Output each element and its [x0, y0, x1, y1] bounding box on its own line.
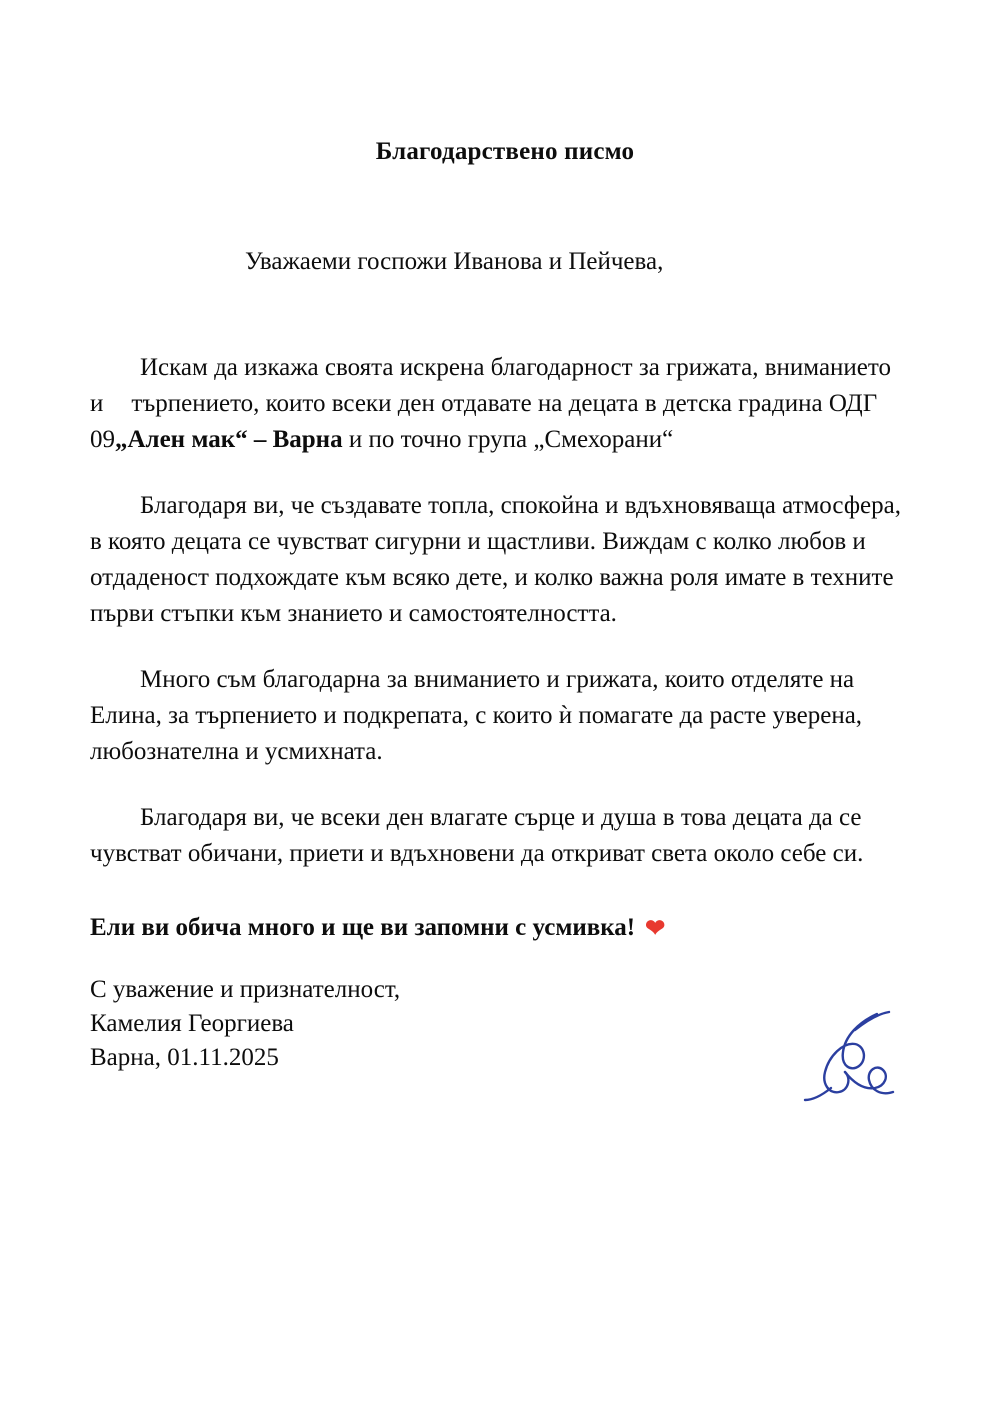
page-title: Благодарствено писмо [375, 138, 635, 165]
signoff-line-2: Камелия Георгиева [90, 1009, 294, 1037]
heart-icon: ❤ [645, 916, 666, 942]
paragraph-1-part-3: и по точно група „Смехорани“ [342, 426, 674, 453]
paragraph-4 [90, 800, 910, 872]
paragraph-1-part-1: Искам да изкажа своята искрена благодарност за грижата, вниманието и [90, 354, 891, 417]
paragraph-2 [90, 488, 910, 632]
paragraph-3-text: Много съм благодарна за вниманието и грижата, които отделяте на Елина, за търпението и подкрепата, с които ѝ помагате да расте уверена, любознателна и усмихната. [90, 666, 863, 765]
signoff-line-1: С уважение и признателност, [90, 975, 401, 1003]
closing-text: Ели ви обича много и ще ви запомни с усмивка! [90, 914, 636, 941]
paragraph-1 [90, 350, 910, 458]
signoff-block [90, 973, 910, 1075]
paragraph-4-text: Благодаря ви, че всеки ден влагате сърце и душа в това децата да се чувстват обичани, приети и вдъхновени да откриват света около себе си. [90, 804, 864, 867]
letter-body [90, 0, 910, 1075]
kindergarten-name: „Ален мак“ – Варна [115, 426, 343, 453]
paragraph-3 [90, 662, 910, 770]
closing-line [90, 910, 910, 947]
paragraph-2-text: Благодаря ви, че създавате топла, спокойна и вдъхновяваща атмосфера, в която децата се чувстват сигурни и щастливи. Виждам с колко любов и отдаденост подхождате към всяко дете, и колко важна роля имате в техните първи стъпки към знанието и самостоятелността. [90, 492, 901, 627]
salutation: Уважаеми госпожи Иванова и Пейчева, [245, 248, 664, 275]
signoff-line-3: Варна, 01.11.2025 [90, 1043, 279, 1071]
paragraph-1-part-2: търпението, които всеки ден отдавате на децата в детска градина ОДГ 09 [90, 390, 878, 453]
